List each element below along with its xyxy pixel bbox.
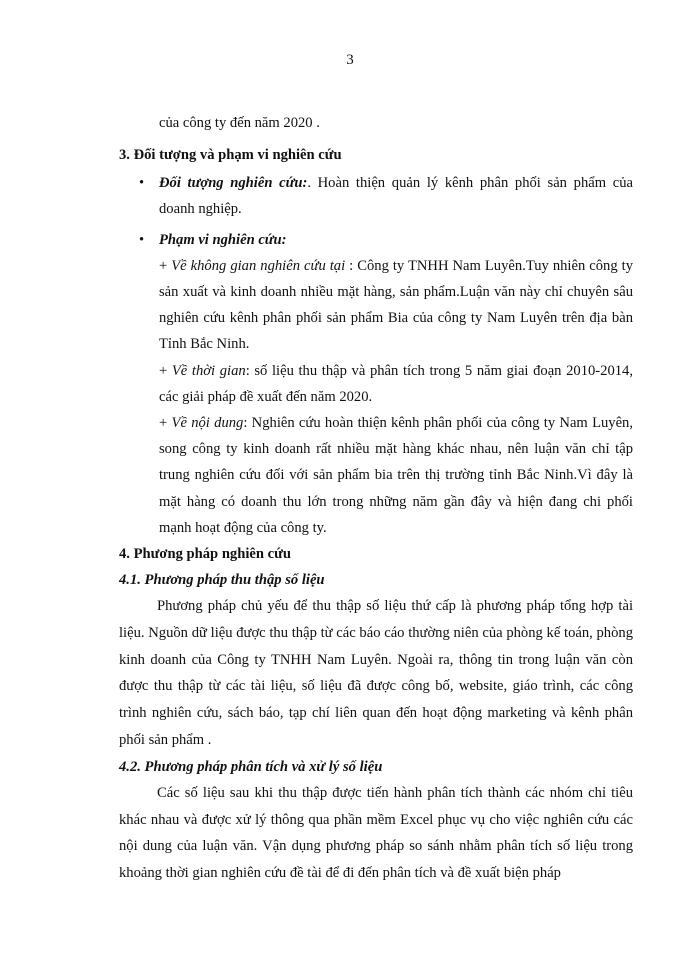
scope-space: + Về không gian nghiên cứu tại : Công ty TNHH Nam Luyên.Tuy nhiên công ty sản xuất và kinh doanh nhiều mặt hàng, sản phẩm.Luận văn này chỉ chuyên sâu nghiên cứu kênh phân phối sản phẩm Bia của công ty Nam Luyên trên địa bàn Tỉnh Bắc Ninh. [159, 257, 633, 353]
time-text: : số liệu thu thập và phân tích trong 5 năm giai đoạn 2010-2014, các giải pháp đề xuất đến năm 2020. [159, 362, 633, 405]
time-label: Về thời gian [171, 362, 246, 379]
bullet-icon: • [139, 231, 145, 248]
paragraph-4-2: Các số liệu sau khi thu thập được tiến hành phân tích thành các nhóm chỉ tiêu khác nhau và được xử lý thông qua phần mềm Excel phục vụ cho việc nghiên cứu các nội dung của luận văn. Vận dụng phương pháp so sánh nhằm phân tích số liệu trong khoảng thời gian nghiên cứu đề tài để đi đến phân tích và đề xuất biện pháp [119, 784, 633, 882]
scope-content: + Về nội dung: Nghiên cứu hoàn thiện kênh phân phối của công ty Nam Luyên, song công ty kinh doanh rất nhiều mặt hàng khác nhau, nên luận văn chỉ tập trung nghiên cứu đối với sản phẩm bia trên thị trường tỉnh Bắc Ninh.Vì đây là mặt hàng có doanh thu lớn trong những năm gần đây và hiện đang chi phối mạnh hoạt động của công ty. [159, 415, 634, 536]
intro-tail: của công ty đến năm 2020 . [159, 115, 320, 131]
scope-time: + Về thời gian: số liệu thu thập và phân tích trong 5 năm giai đoạn 2010-2014, các giải pháp đề xuất đến năm 2020. [159, 362, 633, 405]
content-label: Về nội dung [171, 415, 244, 432]
subsection-4-2-heading: 4.2. Phương pháp phân tích và xử lý số liệu [119, 758, 383, 775]
content-text: : Nghiên cứu hoàn thiện kênh phân phối của công ty Nam Luyên, song công ty kinh doanh rất nhiều mặt hàng khác nhau, nên luận văn chỉ tập trung nghiên cứu đối với sản phẩm bia trên thị trường tỉnh Bắc Ninh.Vì đây là mặt hàng có doanh thu lớn trong những năm gần đây và hiện đang chi phối mạnh hoạt động của công ty. [159, 415, 634, 536]
space-text: : Công ty TNHH Nam Luyên.Tuy nhiên công ty sản xuất và kinh doanh nhiều mặt hàng, sản phẩm.Luận văn này chỉ chuyên sâu nghiên cứu kênh phân phối sản phẩm Bia của công ty Nam Luyên trên địa bàn Tỉnh Bắc Ninh. [159, 257, 633, 353]
section-4-heading: 4. Phương pháp nghiên cứu [119, 546, 291, 563]
scope-bullet [119, 227, 633, 253]
document-body [119, 110, 633, 887]
space-label: Về không gian nghiên cứu tại [171, 257, 346, 274]
object-label: Đối tượng nghiên cứu: [159, 175, 308, 192]
section-3-heading: 3. Đối tượng và phạm vi nghiên cứu [119, 147, 342, 164]
object-bullet [119, 170, 633, 222]
bullet-icon: • [139, 175, 145, 192]
scope-label: Phạm vi nghiên cứu: [159, 231, 287, 248]
subsection-4-1-heading: 4.1. Phương pháp thu thập số liệu [119, 572, 325, 589]
object-text: . Hoàn thiện quản lý kênh phân phối sản phẩm của doanh nghiệp. [159, 175, 633, 218]
page-number: 3 [346, 52, 354, 68]
paragraph-4-1: Phương pháp chủ yếu để thu thập số liệu thứ cấp là phương pháp tổng hợp tài liệu. Nguồn dữ liệu được thu thập từ các báo cáo thường niên của phòng kế toán, phòng kinh doanh của Công ty TNHH Nam Luyên. Ngoài ra, thông tin trong luận văn còn được thu thập từ các tài liệu, số liệu đã được công bố, website, giáo trình, các công trình nghiên cứu, sách báo, tạp chí liên quan đến hoạt động marketing và kênh phân phối sản phẩm . [119, 598, 633, 749]
